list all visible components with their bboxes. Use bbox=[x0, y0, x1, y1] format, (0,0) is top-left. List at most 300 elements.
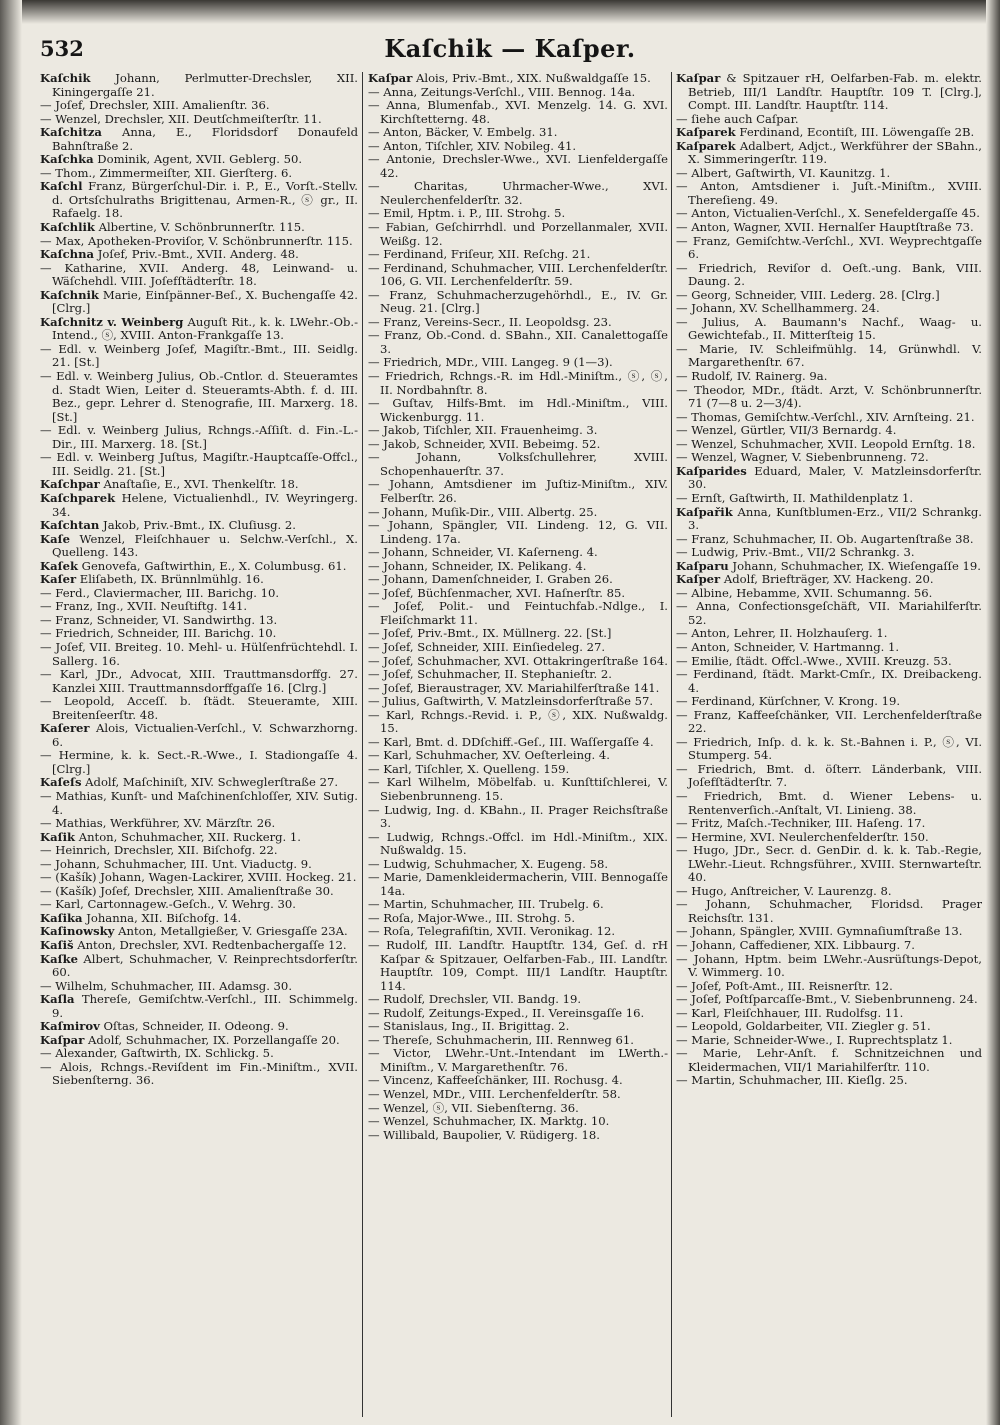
entry-text: — Wenzel, Wagner, V. Siebenbrunneng. 72. bbox=[676, 450, 929, 465]
entry-surname: Kaſchka bbox=[40, 152, 94, 167]
directory-entry bbox=[676, 411, 982, 425]
entry-text: — Rudolf, IV. Rainerg. 9a. bbox=[676, 369, 828, 384]
scan-shadow-top bbox=[0, 0, 1000, 24]
entry-text: — Victor, LWehr.-Unt.-Intendant im LWerth.-Miniſtm., V. Margarethenſtr. 76. bbox=[368, 1046, 668, 1074]
entry-text: — Fabian, Geſchirrhdl. und Porzellanmaler, XVII. Weißg. 12. bbox=[368, 220, 668, 248]
directory-entry bbox=[40, 627, 358, 641]
entry-text: Albertine, V. Schönbrunnerſtr. 115. bbox=[94, 220, 305, 235]
directory-entry bbox=[40, 248, 358, 262]
directory-entry bbox=[676, 424, 982, 438]
directory-entry bbox=[40, 790, 358, 817]
directory-entry bbox=[368, 1129, 668, 1143]
directory-entry bbox=[676, 898, 982, 925]
directory-entry bbox=[676, 641, 982, 655]
directory-entry bbox=[368, 438, 668, 452]
column-3 bbox=[676, 72, 982, 1417]
directory-entry bbox=[676, 262, 982, 289]
entry-text: — Thomas, Gemiſchtw.-Verſchl., XIV. Arnſteing. 21. bbox=[676, 409, 975, 424]
entry-text: Genovefa, Gaſtwirthin, E., X. Columbusg. 61. bbox=[78, 558, 347, 573]
directory-entry bbox=[40, 600, 358, 614]
entry-text: — Marie, Schneider-Wwe., I. Ruprechtsplatz 1. bbox=[676, 1032, 953, 1047]
entry-text: — Mathias, Werkführer, XV. Märzſtr. 26. bbox=[40, 816, 276, 831]
directory-entry bbox=[676, 316, 982, 343]
entry-text: Anaſtaſie, E., XVI. Thenkelſtr. 18. bbox=[99, 477, 299, 492]
entry-surname: Kaſika bbox=[40, 910, 83, 925]
directory-entry bbox=[368, 641, 668, 655]
entry-text: — Vincenz, Kaffeeſchänker, III. Rochusg. 4. bbox=[368, 1073, 623, 1088]
entry-text: Eliſabeth, IX. Brünnlmühlg. 16. bbox=[76, 572, 264, 587]
directory-entry bbox=[676, 885, 982, 899]
entry-surname: Kaſek bbox=[40, 558, 78, 573]
entry-text: Eduard, Maler, V. Matzleinsdorferſtr. 30. bbox=[688, 463, 982, 492]
entry-text: — Ferd., Claviermacher, III. Barichg. 10. bbox=[40, 585, 280, 600]
directory-entry bbox=[676, 763, 982, 790]
entry-text: — Alexander, Gaſtwirth, IX. Schlickg. 5. bbox=[40, 1046, 274, 1061]
entry-text: — Ernſt, Gaſtwirth, II. Mathildenplatz 1. bbox=[676, 490, 914, 505]
entry-text: — Anton, Tiſchler, XIV. Nobileg. 41. bbox=[368, 138, 577, 153]
entry-text: Ferdinand, Econtiſt, III. Löwengaſſe 2B. bbox=[735, 125, 975, 140]
entry-text: — Wenzel, Schuhmacher, IX. Marktg. 10. bbox=[368, 1114, 610, 1129]
entry-text: — Wenzel, Gürtler, VII/3 Bernardg. 4. bbox=[676, 423, 897, 438]
entry-text: — Hugo, JDr., Secr. d. GenDir. d. k. k. Tab.-Regie, LWehr.-Lieut. Rchngsführer., XVIII. Sternwarteſtr. 40. bbox=[676, 843, 982, 885]
directory-entry bbox=[40, 953, 358, 980]
entry-surname: Kaſerer bbox=[40, 721, 90, 736]
entry-surname: Kaſper bbox=[676, 572, 721, 587]
directory-entry bbox=[40, 492, 358, 519]
directory-entry bbox=[40, 1020, 358, 1034]
entry-text: — Anton, Victualien-Verſchl., X. Senefeldergaſſe 45. bbox=[676, 206, 980, 221]
entry-text: — Heinrich, Drechsler, XII. Biſchofg. 22. bbox=[40, 843, 278, 858]
entry-text: — Ferdinand, Schuhmacher, VIII. Lerchenfelderſtr. 106, G. VII. Lerchenfelderſtr. 59. bbox=[368, 260, 668, 289]
directory-entry bbox=[368, 560, 668, 574]
directory-entry bbox=[40, 939, 358, 953]
entry-text: — Alois, Rchngs.-Reviſdent im Fin.-Miniſtm., XVII. Siebenſterng. 36. bbox=[40, 1059, 358, 1088]
directory-entry bbox=[368, 207, 668, 221]
directory-entry bbox=[676, 302, 982, 316]
entry-text: Thereſe, Gemiſchtw.-Verſchl., III. Schimmelg. 9. bbox=[52, 992, 358, 1020]
directory-entry bbox=[368, 72, 668, 86]
directory-entry bbox=[40, 831, 358, 845]
entry-text: — Johann, Schneider, VI. Kaſerneng. 4. bbox=[368, 545, 598, 560]
directory-entry bbox=[40, 587, 358, 601]
directory-entry bbox=[676, 492, 982, 506]
entry-surname: Kaſik bbox=[40, 829, 76, 844]
entry-text: — Johann, Damenſchneider, I. Graben 26. bbox=[368, 572, 613, 587]
entry-text: — Johann, Caffediener, XIX. Libbaurg. 7. bbox=[676, 938, 915, 952]
directory-entry bbox=[40, 126, 358, 153]
entry-surname: Kaſchl bbox=[40, 179, 83, 194]
entry-text: Anna, E., Floridsdorf Donaufeld Bahnſtraße 2. bbox=[52, 125, 358, 153]
directory-entry bbox=[40, 180, 358, 221]
directory-entry bbox=[368, 1047, 668, 1074]
entry-surname: Kaſchnik bbox=[40, 287, 99, 302]
entry-text: — Joſef, Priv.-Bmt., IX. Müllnerg. 22. [St.] bbox=[368, 626, 612, 641]
entry-text: — Mathias, Kunſt- und Maſchinenſchloſſer, XIV. Sutig. 4. bbox=[40, 788, 358, 817]
directory-entry bbox=[676, 140, 982, 167]
directory-entry bbox=[676, 546, 982, 560]
entry-text: — Katharine, XVII. Anderg. 48, Leinwand- u. Wäſchehdl. VIII. Joſefſtädterſtr. 18. bbox=[40, 260, 358, 289]
entry-surname: Kaſparides bbox=[676, 463, 747, 478]
entry-text: — Karl, Tiſchler, X. Quelleng. 159. bbox=[368, 761, 570, 776]
entry-text: — Ludwig, Priv.-Bmt., VII/2 Schrankg. 3. bbox=[676, 545, 915, 560]
entry-text: — Anna, Blumenfab., XVI. Menzelg. 14. G. XVI. Kirchſtetterng. 48. bbox=[368, 98, 668, 126]
directory-entry bbox=[676, 451, 982, 465]
directory-entry bbox=[676, 831, 982, 845]
entry-text: — Joſef, Büchſenmacher, XVI. Haſnerſtr. 85. bbox=[368, 585, 626, 600]
directory-entry bbox=[40, 858, 358, 872]
entry-text: — Friedrich, MDr., VIII. Langeg. 9 (1—3). bbox=[368, 355, 613, 370]
entry-text: — Ludwig, Rchngs.-Offcl. im Hdl.-Miniſtm., XIX. Nußwaldg. 15. bbox=[368, 829, 668, 858]
entry-text: — Karl Wilhelm, Möbelfab. u. Kunſttiſchlerei, V. Siebenbrunneng. 15. bbox=[368, 775, 668, 803]
directory-entry bbox=[368, 925, 668, 939]
entry-text: — Anna, Confectionsgeſchäft, VII. Mariahilferſtr. 52. bbox=[676, 599, 982, 627]
entry-text: — Rudolf, Drechsler, VII. Bandg. 19. bbox=[368, 992, 582, 1007]
directory-entry bbox=[40, 221, 358, 235]
entry-text: — Leopold, Goldarbeiter, VII. Ziegler g. 51. bbox=[676, 1019, 931, 1034]
entry-text: — Friedrich, Bmt. d. Wiener Lebens- u. Rentenverſich.-Anſtalt, VI. Linieng. 38. bbox=[676, 788, 982, 817]
entry-text: — Albine, Hebamme, XVII. Schumanng. 56. bbox=[676, 585, 933, 600]
directory-entry bbox=[676, 1047, 982, 1074]
entry-text: — Joſef, Schneider, XIII. Einſiedeleg. 27. bbox=[368, 639, 606, 654]
entry-text: — Edl. v. Weinberg Joſef, Magiſtr.-Bmt., III. Seidlg. 21. [St.] bbox=[40, 341, 358, 370]
directory-entry bbox=[40, 451, 358, 478]
directory-entry bbox=[368, 776, 668, 803]
directory-entry bbox=[676, 72, 982, 113]
directory-entry bbox=[40, 722, 358, 749]
directory-entry bbox=[676, 1074, 982, 1088]
directory-entry bbox=[368, 1115, 668, 1129]
directory-entry bbox=[40, 980, 358, 994]
directory-entry bbox=[676, 167, 982, 181]
directory-entry bbox=[368, 126, 668, 140]
directory-entry bbox=[40, 370, 358, 424]
directory-entry bbox=[368, 573, 668, 587]
directory-entry bbox=[368, 682, 668, 696]
entry-text: — Franz, Ob.-Cond. d. SBahn., XII. Canalettogaſſe 3. bbox=[368, 328, 668, 356]
entry-text: Oſtas, Schneider, II. Odeong. 9. bbox=[99, 1019, 289, 1034]
directory-entry bbox=[676, 533, 982, 547]
entry-text: — Ludwig, Schuhmacher, X. Eugeng. 58. bbox=[368, 856, 609, 871]
entry-text: — Julius, Gaſtwirth, V. Matzleinsdorferſtraße 57. bbox=[368, 694, 654, 709]
entry-text: — Roſa, Major-Wwe., III. Strohg. 5. bbox=[368, 910, 576, 925]
entry-text: — Friedrich, Rchngs.-R. im Hdl.-Miniſtm., ⓢ, ⓢ, II. Nordbahnſtr. 8. bbox=[368, 369, 668, 397]
directory-entry bbox=[676, 289, 982, 303]
directory-entry bbox=[368, 356, 668, 370]
entry-text: — Joſef, Polit.- und Feintuchfab.-Ndlge., I. Fleiſchmarkt 11. bbox=[368, 599, 668, 627]
entry-text: — Joſef, Poſtſparcaſſe-Bmt., V. Siebenbrunneng. 24. bbox=[676, 992, 978, 1007]
page-number: 532 bbox=[40, 36, 84, 61]
directory-entry bbox=[676, 993, 982, 1007]
entry-surname: Kaſparek bbox=[676, 125, 736, 140]
directory-entry bbox=[368, 370, 668, 397]
directory-entry bbox=[40, 424, 358, 451]
directory-entry bbox=[40, 614, 358, 628]
directory-entry bbox=[368, 587, 668, 601]
entry-text: Wenzel, Fleiſchhauer u. Selchw.-Verſchl., X. Quelleng. 143. bbox=[52, 531, 358, 560]
directory-entry bbox=[40, 912, 358, 926]
entry-surname: Kaſer bbox=[40, 572, 77, 587]
directory-entry bbox=[40, 113, 358, 127]
entry-text: — (Kašík) Joſef, Drechsler, XIII. Amalienſtraße 30. bbox=[40, 883, 334, 898]
directory-entry bbox=[40, 844, 358, 858]
entry-text: Alois, Victualien-Verſchl., V. Schwarzhorng. 6. bbox=[52, 721, 358, 749]
entry-text: — Johann, XV. Schellhammerg. 24. bbox=[676, 301, 880, 316]
entry-text: — Charitas, Uhrmacher-Wwe., XVI. Neulerchenfelderſtr. 32. bbox=[368, 179, 668, 207]
entry-text: — Georg, Schneider, VIII. Lederg. 28. [Clrg.] bbox=[676, 287, 940, 302]
directory-entry bbox=[368, 546, 668, 560]
directory-entry bbox=[676, 126, 982, 140]
directory-entry bbox=[676, 709, 982, 736]
entry-text: — Guſtav, Hilfs-Bmt. im Hdl.-Miniſtm., VIII. Wickenburgg. 11. bbox=[368, 396, 668, 424]
directory-entry bbox=[368, 180, 668, 207]
entry-text: — Franz, Kaffeeſchänker, VII. Lerchenfelderſtraße 22. bbox=[676, 707, 982, 736]
entry-text: — Friedrich, Inſp. d. k. k. St.-Bahnen i. P., ⓢ, VI. Stumperg. 54. bbox=[676, 734, 982, 763]
entry-surname: Kaſparek bbox=[676, 138, 736, 153]
entry-text: — Martin, Schuhmacher, III. Trubelg. 6. bbox=[368, 897, 604, 912]
entry-text: — Rudolf, III. Landſtr. Hauptſtr. 134, Geſ. d. rH Kaſpar & Spitzauer, Oelfarben-Fab., III. Landſtr. Hauptſtr. 109, Compt. III/1 Landſtr. Hauptſtr. 114. bbox=[368, 938, 668, 993]
directory-entry bbox=[40, 478, 358, 492]
entry-text: — Thom., Zimmermeiſter, XII. Gierſterg. 6. bbox=[40, 165, 293, 180]
entry-surname: Kaſeſs bbox=[40, 775, 82, 790]
directory-entry bbox=[676, 438, 982, 452]
entry-text: — Joſef, Schuhmacher, II. Stephanieſtr. 2. bbox=[368, 667, 612, 682]
directory-entry bbox=[368, 1088, 668, 1102]
directory-entry bbox=[40, 533, 358, 560]
directory-entry bbox=[40, 1047, 358, 1061]
entry-text: — Stanislaus, Ing., II. Brigittag. 2. bbox=[368, 1019, 570, 1034]
entry-text: — Joſef, Bieraustrager, XV. Mariahilferſtraße 141. bbox=[368, 680, 660, 695]
entry-text: — Leopold, Acceſſ. b. ſtädt. Steueramte, XIII. Breitenſeerſtr. 48. bbox=[40, 694, 358, 722]
directory-entry bbox=[368, 99, 668, 126]
entry-surname: Kaſmirov bbox=[40, 1019, 100, 1034]
entry-text: — Franz, Schneider, VI. Sandwirthg. 13. bbox=[40, 612, 278, 627]
directory-entry bbox=[368, 451, 668, 478]
directory-entry bbox=[40, 235, 358, 249]
entry-text: Johanna, XII. Biſchofg. 14. bbox=[82, 910, 242, 925]
directory-entry bbox=[368, 668, 668, 682]
directory-entry bbox=[368, 221, 668, 248]
entry-text: — Thereſe, Schuhmacherin, III. Rennweg 61. bbox=[368, 1032, 634, 1047]
directory-entry bbox=[368, 140, 668, 154]
entry-text: — Wilhelm, Schuhmacher, III. Adamsg. 30. bbox=[40, 978, 292, 993]
directory-entry bbox=[40, 641, 358, 668]
directory-entry bbox=[676, 953, 982, 980]
entry-surname: Kaſchparek bbox=[40, 490, 116, 505]
directory-entry bbox=[676, 587, 982, 601]
directory-entry bbox=[368, 627, 668, 641]
directory-entry bbox=[40, 262, 358, 289]
directory-entry bbox=[368, 749, 668, 763]
entry-text: — Johann, Hptm. beim LWehr.-Ausrüſtungs-Depot, V. Wimmerg. 10. bbox=[676, 951, 982, 980]
directory-entry bbox=[368, 519, 668, 546]
entry-surname: Kaſchik bbox=[40, 72, 91, 85]
directory-entry bbox=[676, 980, 982, 994]
running-head: Kaſchik — Kaſper. bbox=[384, 34, 636, 63]
entry-surname: Kaſla bbox=[40, 992, 75, 1007]
directory-entry bbox=[40, 289, 358, 316]
directory-entry bbox=[368, 600, 668, 627]
entry-surname: Kaſchitza bbox=[40, 125, 102, 140]
directory-entry bbox=[368, 1074, 668, 1088]
entry-text: — Franz, Schuhmacher, II. Ob. Augartenſtraße 38. bbox=[676, 531, 974, 546]
directory-entry bbox=[676, 221, 982, 235]
entry-surname: Kaſparu bbox=[676, 558, 729, 573]
directory-entry bbox=[676, 370, 982, 384]
directory-entry bbox=[40, 153, 358, 167]
directory-entry bbox=[40, 1061, 358, 1088]
directory-entry bbox=[368, 397, 668, 424]
entry-text: — ſiehe auch Caſpar. bbox=[676, 111, 799, 126]
directory-entry bbox=[676, 573, 982, 587]
entry-text: — Theodor, MDr., ſtädt. Arzt, V. Schönbrunnerſtr. 71 (7—8 u. 2—3/4). bbox=[676, 382, 982, 411]
directory-entry bbox=[676, 817, 982, 831]
entry-surname: Kaſpařik bbox=[676, 504, 733, 519]
entry-text: — Johann, Spängler, XVIII. Gymnaſiumſtraße 13. bbox=[676, 924, 963, 939]
entry-surname: Kaſpar bbox=[40, 1032, 85, 1047]
directory-entry bbox=[40, 343, 358, 370]
directory-entry bbox=[368, 262, 668, 289]
entry-text: — Anna, Zeitungs-Verſchl., VIII. Bennog. 14a. bbox=[368, 84, 636, 99]
directory-entry bbox=[368, 898, 668, 912]
directory-entry bbox=[676, 790, 982, 817]
entry-surname: Kaſchnitz v. Weinberg bbox=[40, 314, 184, 329]
directory-entry bbox=[40, 993, 358, 1020]
entry-text: — Edl. v. Weinberg Juſtus, Magiſtr.-Hauptcaſſe-Offcl., III. Seidlg. 21. [St.] bbox=[40, 450, 358, 478]
entry-text: Adolf, Schuhmacher, IX. Porzellangaſſe 20. bbox=[84, 1032, 340, 1047]
directory-entry bbox=[368, 695, 668, 709]
directory-entry bbox=[676, 655, 982, 669]
entry-text: — Marie, IV. Schleifmühlg. 14, Grünwhdl. V. Margarethenſtr. 67. bbox=[676, 341, 982, 370]
directory-entry bbox=[40, 885, 358, 899]
directory-entry bbox=[368, 1007, 668, 1021]
directory-entry bbox=[40, 668, 358, 695]
directory-entry bbox=[676, 939, 982, 953]
entry-text: — Friedrich, Reviſor d. Oeſt.-ung. Bank, VIII. Daung. 2. bbox=[676, 260, 982, 289]
entry-surname: Kaſchna bbox=[40, 247, 95, 262]
directory-entry bbox=[676, 925, 982, 939]
entry-text: — Antonie, Drechsler-Wwe., XVI. Lienfeldergaſſe 42. bbox=[368, 152, 668, 180]
entry-text: — Johann, Volksſchullehrer, XVIII. Schopenhauerſtr. 37. bbox=[368, 450, 668, 478]
entry-text: — Joſef, Schuhmacher, XVI. Ottakringerſtraße 164. bbox=[368, 653, 668, 668]
entry-text: — Ludwig, Ing. d. KBahn., II. Prager Reichsſtraße 3. bbox=[368, 802, 668, 831]
entry-text: — Martin, Schuhmacher, III. Kieſlg. 25. bbox=[676, 1073, 908, 1088]
entry-text: — Joſef, Poſt-Amt., III. Reisnerſtr. 12. bbox=[676, 978, 893, 993]
directory-entry bbox=[368, 1034, 668, 1048]
entry-text: — Max, Apotheken-Proviſor, V. Schönbrunnerſtr. 115. bbox=[40, 233, 353, 248]
entry-text: — Hermine, XVI. Neulerchenfelderſtr. 150. bbox=[676, 829, 929, 844]
directory-entry bbox=[40, 99, 358, 113]
directory-entry bbox=[368, 1020, 668, 1034]
entry-text: — Fritz, Maſch.-Techniker, III. Haſeng. 17. bbox=[676, 816, 926, 831]
entry-surname: Kaſpar bbox=[368, 72, 413, 85]
directory-entry bbox=[676, 207, 982, 221]
directory-entry bbox=[368, 329, 668, 356]
entry-text: — Wenzel, MDr., VIII. Lerchenfelderſtr. 58. bbox=[368, 1087, 621, 1102]
entry-text: — Franz, Ing., XVII. Neuſtiftg. 141. bbox=[40, 599, 248, 614]
entry-text: — Johann, Amtsdiener im Juſtiz-Miniſtm., XIV. Felberſtr. 26. bbox=[368, 477, 668, 505]
directory-entry bbox=[40, 749, 358, 776]
entry-text: — Roſa, Telegrafiſtin, XVII. Veronikag. 12. bbox=[368, 924, 616, 939]
entry-text: — Marie, Lehr-Anſt. f. Schnitzeichnen und Kleidermachen, VII/1 Mariahilferſtr. 110. bbox=[676, 1046, 982, 1074]
entry-text: Jakob, Priv.-Bmt., IX. Cluſiusg. 2. bbox=[99, 518, 296, 533]
entry-text: — Joſef, VII. Breiteg. 10. Mehl- u. Hülſenfrüchtehdl. I. Sallerg. 16. bbox=[40, 639, 358, 668]
entry-text: — Friedrich, Bmt. d. öſterr. Länderbank, VIII. Joſefſtädterſtr. 7. bbox=[676, 761, 982, 790]
directory-entry bbox=[368, 709, 668, 736]
directory-entry bbox=[676, 844, 982, 885]
directory-entry bbox=[676, 506, 982, 533]
directory-entry bbox=[40, 695, 358, 722]
entry-surname: Kaſchpar bbox=[40, 477, 100, 492]
entry-text: — Edl. v. Weinberg Julius, Ob.-Cntlor. d. Steueramtes d. Stadt Wien, Leiter d. Steueramts-Abth. f. d. III. Bez., gepr. Lehrer d. Stenografie, III. Marxerg. 18. [St.] bbox=[40, 369, 358, 424]
entry-text: Albert, Schuhmacher, V. Reinprechtsdorferſtr. 60. bbox=[52, 951, 358, 980]
directory-entry bbox=[368, 858, 668, 872]
entry-text: Anna, Kunſtblumen-Erz., VII/2 Schrankg. 3. bbox=[688, 504, 982, 533]
directory-entry bbox=[40, 776, 358, 790]
entry-text: — Johann, Spängler, VII. Lindeng. 12, G. VII. Lindeng. 17a. bbox=[368, 518, 668, 546]
entry-text: — Hermine, k. k. Sect.-R.-Wwe., I. Stadiongaſſe 4. [Clrg.] bbox=[40, 748, 358, 776]
directory-entry bbox=[368, 939, 668, 993]
directory-entry bbox=[676, 736, 982, 763]
entry-text: Dominik, Agent, XVII. Geblerg. 50. bbox=[93, 152, 303, 167]
directory-entry bbox=[676, 343, 982, 370]
directory-entry bbox=[676, 1020, 982, 1034]
entry-text: — Albert, Gaſtwirth, VI. Kaunitzg. 1. bbox=[676, 165, 891, 180]
entry-text: — Karl, Bmt. d. DDſchiff.-Geſ., III. Waſſergaſſe 4. bbox=[368, 734, 654, 749]
entry-text: Anton, Metallgießer, V. Griesgaſſe 23A. bbox=[114, 924, 348, 939]
directory-entry bbox=[40, 925, 358, 939]
directory-entry bbox=[368, 655, 668, 669]
entry-text: — Joſef, Drechsler, XIII. Amalienſtr. 36. bbox=[40, 98, 270, 113]
directory-entry bbox=[40, 817, 358, 831]
entry-text: Adalbert, Adjct., Werkführer der SBahn., X. Simmeringerſtr. 119. bbox=[688, 138, 982, 167]
entry-text: Anton, Drechsler, XVI. Redtenbachergaſſe 12. bbox=[73, 938, 347, 952]
entry-text: — Anton, Schneider, V. Hartmanng. 1. bbox=[676, 639, 900, 654]
entry-text: Adolf, Maſchiniſt, XIV. Schweglerſtraße 27. bbox=[81, 775, 339, 790]
entry-text: — Ferdinand, ſtädt. Markt-Cmſr., IX. Dreibackeng. 4. bbox=[676, 667, 982, 695]
scan-shadow-left bbox=[0, 0, 22, 1425]
directory-entry bbox=[40, 871, 358, 885]
scan-shadow-right bbox=[986, 0, 1000, 1425]
entry-text: — Franz, Vereins-Secr., II. Leopoldsg. 23. bbox=[368, 314, 612, 329]
directory-entry bbox=[676, 1007, 982, 1021]
entry-text: — Karl, Fleiſchhauer, III. Rudolfsg. 11. bbox=[676, 1005, 904, 1020]
directory-entry bbox=[676, 627, 982, 641]
directory-entry bbox=[368, 831, 668, 858]
directory-entry bbox=[676, 384, 982, 411]
entry-surname: Kaſiš bbox=[40, 938, 74, 952]
directory-entry bbox=[676, 600, 982, 627]
entry-text: — Karl, Schuhmacher, XV. Oeſterleing. 4. bbox=[368, 748, 610, 763]
directory-entry bbox=[368, 506, 668, 520]
entry-text: — Franz, Gemiſchtw.-Verſchl., XVI. Weyprechtgaſſe 6. bbox=[676, 233, 982, 262]
entry-text: — Emilie, ſtädt. Offcl.-Wwe., XVIII. Kreuzg. 53. bbox=[676, 653, 952, 668]
directory-entry bbox=[40, 316, 358, 343]
entry-surname: Kaſchlik bbox=[40, 220, 95, 235]
entry-text: Marie, Einſpänner-Beſ., X. Buchengaſſe 42. [Clrg.] bbox=[52, 287, 358, 316]
directory-entry bbox=[676, 695, 982, 709]
directory-entry bbox=[40, 72, 358, 99]
directory-entry bbox=[368, 86, 668, 100]
entry-surname: Kaſchtan bbox=[40, 518, 100, 533]
directory-entry bbox=[368, 248, 668, 262]
column-divider bbox=[671, 72, 672, 1417]
entry-text: — Anton, Lehrer, II. Holzhauſerg. 1. bbox=[676, 626, 888, 641]
directory-entry bbox=[368, 289, 668, 316]
directory-entry bbox=[368, 912, 668, 926]
entry-text: — Anton, Wagner, XVII. Hernalſer Hauptſtraße 73. bbox=[676, 220, 974, 235]
directory-entry bbox=[40, 898, 358, 912]
entry-text: — Rudolf, Zeitungs-Exped., II. Vereinsgaſſe 16. bbox=[368, 1005, 645, 1020]
